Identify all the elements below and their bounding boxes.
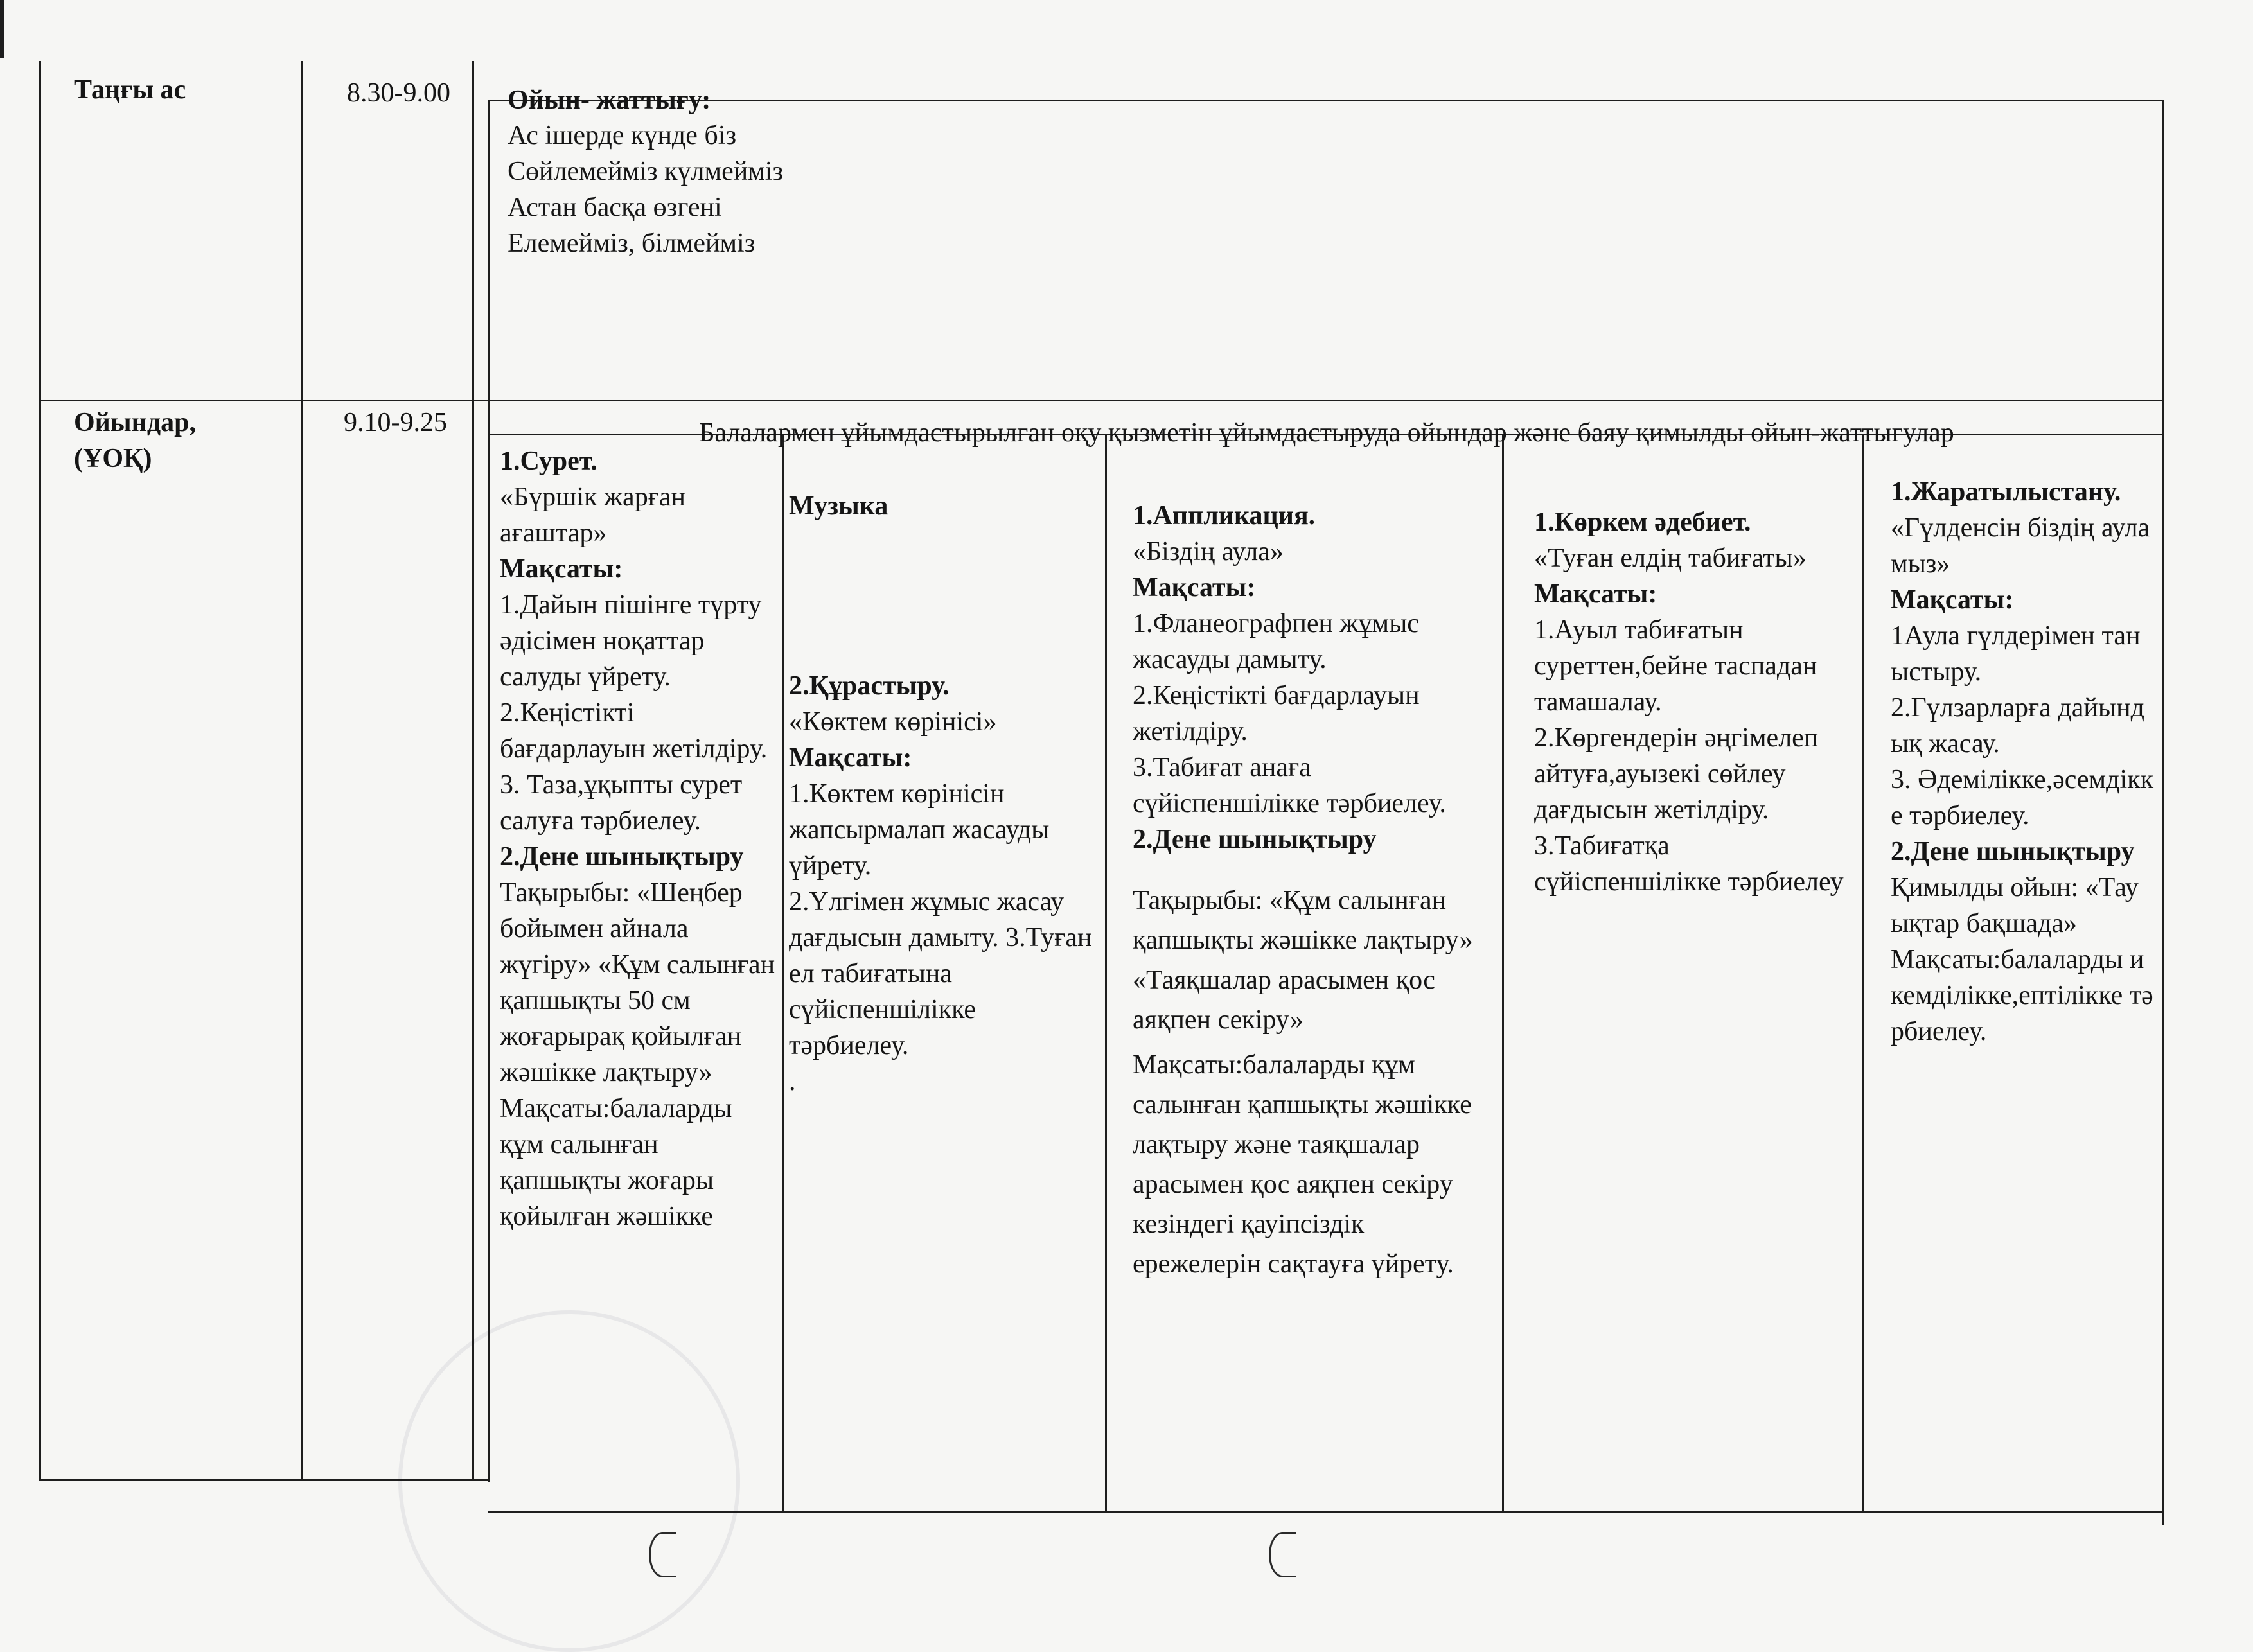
day5-goals: 1Аула гүлдерімен таныстыру. 2.Гүлзарларға дайындық жасау. 3. Әдемілікке,әсемдікке тәрбиелеу. — [1891, 621, 2153, 830]
day2-title: Музыка — [789, 491, 888, 521]
day1-goal-label: Мақсаты: — [500, 554, 623, 584]
activity-header: Балалармен ұйымдастырылған оқу қызметін ұйымдастыруда ойындар және баяу қимылды ойын-жаттығулар — [699, 418, 1954, 448]
day4-title: 1.Көркем әдебиет. — [1534, 507, 1751, 537]
day5-theme: «Гүлденсін біздің ауламыз» — [1891, 513, 2150, 579]
activity-box-left — [488, 400, 490, 1482]
day-divider-4 — [1862, 434, 1864, 1513]
day-column-3 — [1133, 498, 1499, 1481]
day3-theme: «Біздің аула» — [1133, 537, 1284, 567]
day3-title: 1.Аппликация. — [1133, 501, 1316, 531]
day5-goal-label: Мақсаты: — [1891, 585, 2014, 615]
breakfast-game-title: Ойын- жаттығу: — [508, 85, 711, 115]
table-border-right-top — [2162, 100, 2164, 1525]
table-bottom-left — [39, 1479, 488, 1481]
day3-goal-label: Мақсаты: — [1133, 573, 1256, 602]
day2-second-title: 2.Құрастыру. — [789, 671, 950, 701]
day3-second-title: 2.Дене шынықтыру — [1133, 825, 1377, 854]
day-column-1 — [500, 443, 776, 1481]
scan-edge — [0, 0, 4, 58]
day-column-2 — [789, 488, 1097, 1481]
table-col-divider-2 — [472, 61, 474, 1481]
row1-box-left — [488, 100, 490, 401]
day5-title: 1.Жаратылыстану. — [1891, 477, 2121, 507]
table-bottom-right — [488, 1511, 2164, 1513]
day-column-5 — [1891, 474, 2154, 1482]
breakfast-poem: Ас ішерде күнде біз Сөйлемейміз күлмейміз Астан басқа өзгені Елемейміз, білмейміз — [508, 121, 784, 258]
day2-goals: 1.Көктем көрінісін жапсырмалап жасауды үйрету. 2.Үлгімен жұмыс жасау дағдысын дамыту. 3.Туған ел табиғатына сүйіспеншілікке тәрбиелеу. . — [789, 779, 1092, 1096]
day1-title: 1.Сурет. — [500, 446, 597, 476]
row-time-games: 9.10-9.25 — [344, 408, 447, 437]
row-label-games: Ойындар, (ҰОҚ) — [74, 408, 196, 473]
day1-goals: 1.Дайын пішінге түрту әдісімен ноқаттар салуды үйрету. 2.Кеңістікті бағдарлауын жетілдіру. 3. Таза,ұқыпты сурет салуға тәрбиелеу. — [500, 590, 768, 836]
row-separator — [39, 400, 2164, 401]
table-col-divider-1 — [301, 61, 303, 1481]
day4-goals: 1.Ауыл табиғатын суреттен,бейне таспадан тамашалау. 2.Көргендерін әңгімелеп айтуға,ауызекі сөйлеу дағдысын жетілдіру. 3.Табиғатқа сүйіспеншілікке тәрбиелеу — [1534, 615, 1844, 897]
day1-second-body: Тақырыбы: «Шеңбер бойымен айнала жүгіру» «Құм салынған қапшықты 50 см жоғарырақ қойылған жәшікке лақтыру» Мақсаты:балаларды құм салынған қапшықты жоғары қойылған жәшікке — [500, 878, 775, 1231]
day1-theme: «Бүршік жарған ағаштар» — [500, 482, 686, 548]
day5-second-body: Қимылды ойын: «Тауықтар бақшада» Мақсаты:балаларды икемділікке,ептілікке тәрбиелеу. — [1891, 873, 2153, 1046]
day1-second-title: 2.Дене шынықтыру — [500, 842, 744, 872]
day2-theme: «Көктем көрінісі» — [789, 707, 997, 737]
day-divider-3 — [1502, 434, 1504, 1513]
table-border-left — [39, 61, 41, 1481]
day4-goal-label: Мақсаты: — [1534, 579, 1657, 609]
row-label-breakfast: Таңғы ас — [74, 75, 186, 105]
day-divider-1 — [782, 434, 784, 1513]
day3-second-body: Тақырыбы: «Құм салынған қапшықты жәшікке лақтыру» «Таяқшалар арасымен қос аяқпен секіру» — [1133, 886, 1473, 1035]
day3-third-body: Мақсаты:балаларды құм салынған қапшықты жәшікке лақтыру және таяқшалар арасымен қос аяқпен секіру кезіндегі қауіпсіздік ережелерін сақтауға үйрету. — [1133, 1050, 1472, 1279]
day5-second-title: 2.Дене шынықтыру — [1891, 837, 2135, 866]
day4-theme: «Туған елдің табиғаты» — [1534, 543, 1807, 573]
row-time-breakfast: 8.30-9.00 — [347, 78, 450, 108]
day3-goals: 1.Фланеографпен жұмыс жасауды дамыту. 2.Кеңістікті бағдарлауын жетілдіру. 3.Табиғат анаға сүйіспеншілікке тәрбиелеу. — [1133, 609, 1446, 818]
day-divider-2 — [1105, 434, 1107, 1513]
binder-hole-left — [649, 1532, 676, 1577]
day2-goal-label: Мақсаты: — [789, 743, 912, 773]
day-column-4 — [1534, 504, 1859, 1481]
binder-hole-right — [1269, 1532, 1296, 1577]
